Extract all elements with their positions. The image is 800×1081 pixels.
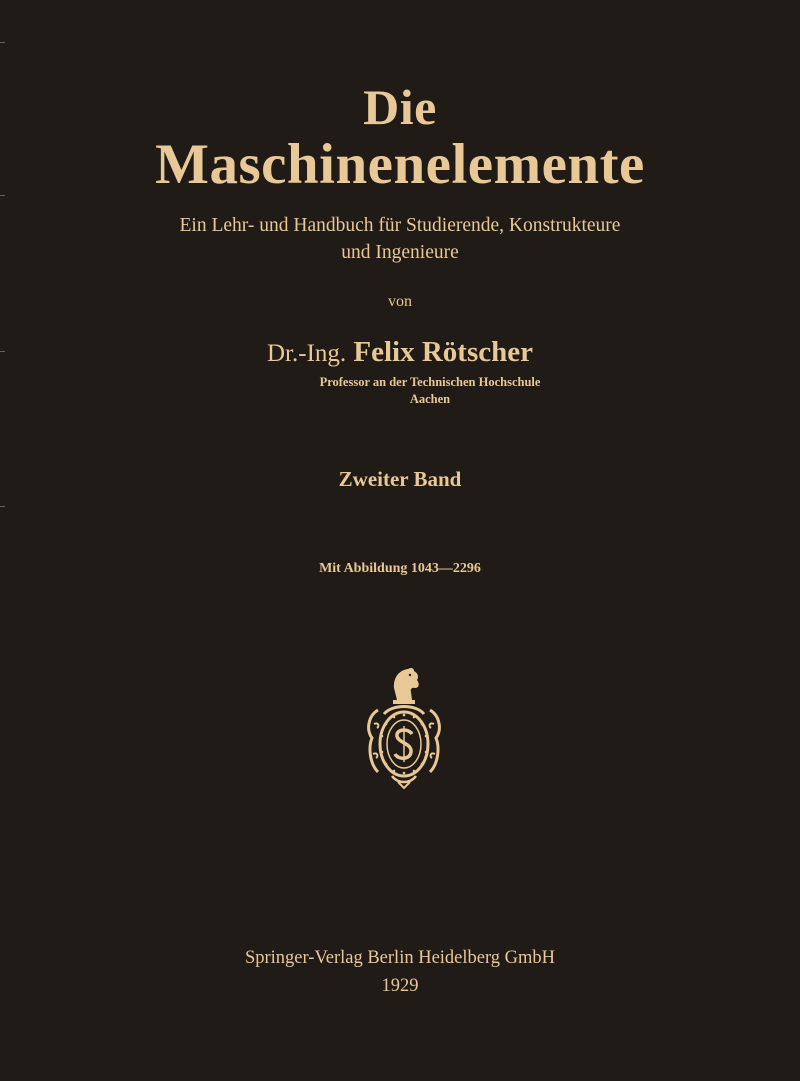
subtitle-line-1: Ein Lehr- und Handbuch für Studierende, Konstrukteure: [179, 215, 621, 236]
author: [0, 336, 800, 369]
publication-year: 1929: [381, 976, 419, 996]
affiliation-line-1: Professor an der Technischen Hochschule: [319, 375, 541, 389]
figures-note: Mit Abbildung 1043—2296: [319, 561, 481, 576]
volume-label: Zweiter Band: [338, 467, 462, 491]
title-line-1: Die: [363, 79, 437, 135]
affiliation: [0, 374, 800, 408]
affiliation-line-2: Aachen: [409, 392, 451, 406]
title-line-2: Maschinenelemente: [155, 133, 645, 196]
edge-mark: [0, 506, 5, 507]
springer-knight-logo-icon: [364, 664, 444, 792]
author-prefix: Dr.-Ing.: [267, 340, 347, 367]
author-name: Felix Rötscher: [353, 336, 533, 368]
publisher: Springer-Verlag Berlin Heidelberg GmbH: [244, 948, 556, 968]
by-label: von: [388, 293, 412, 310]
edge-mark: [0, 42, 5, 43]
subtitle: [0, 212, 800, 266]
subtitle-line-2: und Ingenieure: [341, 242, 459, 263]
